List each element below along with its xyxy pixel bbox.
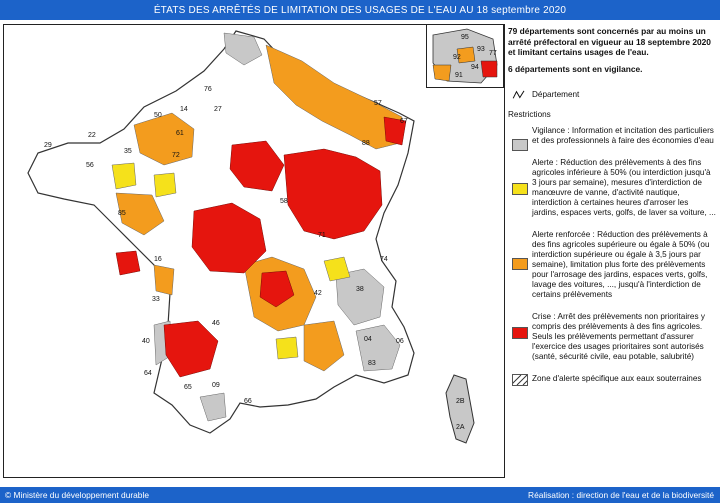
map-title: ÉTATS DES ARRÊTÉS DE LIMITATION DES USAGES DE L'EAU AU 18 septembre 2020 [153, 4, 567, 16]
dept-num: 2A [456, 424, 465, 431]
legend-alerte-text: Alerte : Réduction des prélèvements à des fins agricoles inférieure à 50% (ou interdiction jusqu'à 3 jours par semaine), mesures d'interdiction de manœuvre de vanne, d'activité nautique, interdiction à certaines heures d'arroser les jardins, espaces verts, golfs, de laver sa voiture, ... [532, 157, 716, 217]
dept-num: 33 [152, 296, 160, 303]
dept-num: 57 [374, 100, 382, 107]
dept-num: 35 [124, 148, 132, 155]
dept-num: 22 [88, 132, 96, 139]
legend-department [508, 90, 716, 100]
inset-map-svg [427, 25, 503, 87]
dept-num: 46 [212, 320, 220, 327]
dept-num: 65 [184, 384, 192, 391]
department-boundary-icon [512, 90, 526, 100]
alerte-renforcee-swatch [512, 258, 528, 270]
dept-num: 83 [368, 360, 376, 367]
inset-num: 92 [453, 54, 461, 61]
dept-num: 04 [364, 336, 372, 343]
legend-vigilance-text: Vigilance : Information et incitation des particuliers et des professionnels à faire des économies d'eau [532, 125, 714, 145]
france-map [3, 24, 505, 478]
legend-alerte-renforcee [508, 230, 716, 300]
legend-department-label: Département [532, 89, 580, 99]
dept-num: 88 [362, 140, 370, 147]
footer-left: © Ministère du développement durable [5, 490, 149, 500]
footer-right: Réalisation : direction de l'eau et de la biodiversité [528, 490, 714, 500]
summary-vigilance: 6 départements sont en vigilance. [508, 63, 643, 74]
crise-swatch [512, 327, 528, 339]
dept-num: 06 [396, 338, 404, 345]
legend-souterraines-text: Zone d'alerte spécifique aux eaux souterraines [532, 373, 702, 383]
dept-num: 58 [280, 198, 288, 205]
summary-concerned: 79 départements sont concernés par au moins un arrêté préfectoral en vigueur au 18 septembre 2020 et limitant certains usages de l'eau. [508, 26, 711, 57]
dept-num: 72 [172, 152, 180, 159]
dept-num: 14 [180, 106, 188, 113]
dept-num: 66 [244, 398, 252, 405]
legend-alerte [508, 158, 716, 218]
dept-num: 50 [154, 112, 162, 119]
legend-souterraines [508, 374, 716, 384]
inset-num: 91 [455, 72, 463, 79]
corsica [446, 375, 474, 443]
dept-num: 56 [86, 162, 94, 169]
vigilance-swatch [512, 139, 528, 151]
footer-bar [0, 487, 720, 503]
inset-num: 93 [477, 46, 485, 53]
dept-num: 76 [204, 86, 212, 93]
ile-de-france-inset [426, 24, 504, 88]
legend-alerte-renforcee-text: Alerte renforcée : Réduction des prélèvements à des fins agricoles supérieure ou égale à 50% (ou interdiction supérieure ou égale à 3,5 jours par semaine), limitation plus forte des prélèvements pour l'arrosage des jardins, espaces verts, golfs, lavage des voitures, ..., jusqu'à l'interdiction de certains prélèvements [532, 229, 710, 299]
inset-num: 95 [461, 34, 469, 41]
dept-num: 71 [318, 232, 326, 239]
legend-crise [508, 312, 716, 362]
legend-vigilance [508, 126, 716, 146]
france-map-svg [4, 25, 504, 477]
dept-num: 42 [314, 290, 322, 297]
dept-num: 38 [356, 286, 364, 293]
restrictions-title: Restrictions [508, 109, 551, 119]
legend-crise-text: Crise : Arrêt des prélèvements non prioritaires y compris des prélèvements à des fins agricoles. Seuls les prélèvements permettant d'assurer l'exercice des usages prioritaires sont autorisés (santé, sécurité civile, eau potable, salubrité) [532, 311, 705, 361]
inset-77 [481, 61, 497, 77]
dept-num: 64 [144, 370, 152, 377]
inset-num: 94 [471, 64, 479, 71]
dept-num: 40 [142, 338, 150, 345]
dept-num: 2B [456, 398, 465, 405]
inset-91 [433, 65, 451, 81]
hatch-swatch [512, 374, 528, 386]
dept-num: 09 [212, 382, 220, 389]
dept-num: 27 [214, 106, 222, 113]
inset-num: 77 [489, 50, 497, 57]
dept-num: 67 [400, 118, 408, 125]
map-legend [508, 26, 716, 384]
dept-num: 29 [44, 142, 52, 149]
map-title-bar [0, 0, 720, 20]
alerte-swatch [512, 183, 528, 195]
dept-num: 85 [118, 210, 126, 217]
dept-num: 16 [154, 256, 162, 263]
dept-num: 61 [176, 130, 184, 137]
dept-num: 74 [380, 256, 388, 263]
